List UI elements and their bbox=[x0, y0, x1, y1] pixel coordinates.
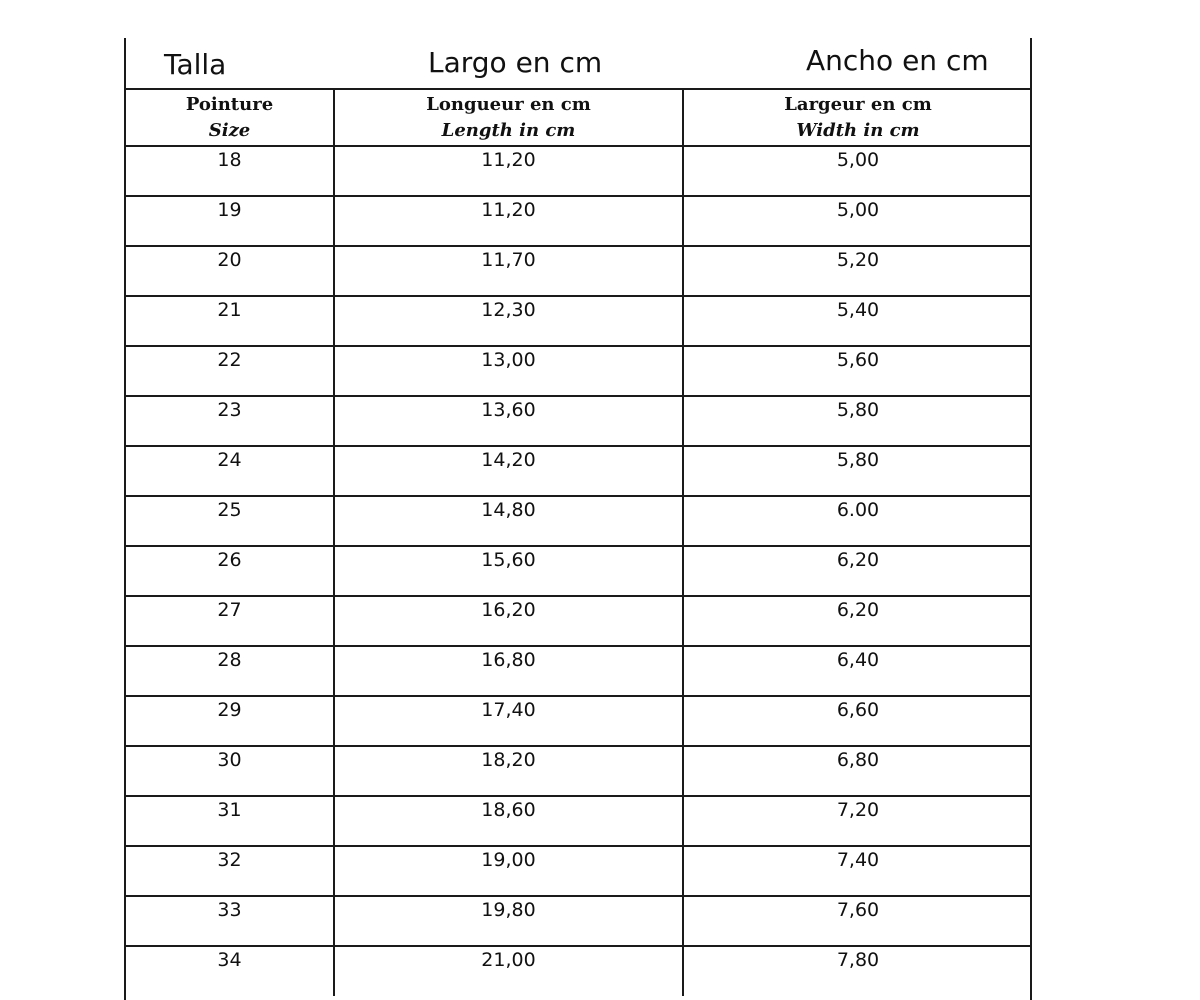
column-header-size bbox=[126, 90, 334, 146]
cell-width: 7,60 bbox=[683, 896, 1032, 946]
table-row bbox=[126, 296, 1032, 346]
cell-length: 18,60 bbox=[334, 796, 683, 846]
cell-size: 34 bbox=[217, 949, 242, 971]
cell-size: 25 bbox=[126, 496, 334, 546]
table-row bbox=[126, 396, 1032, 446]
header-talla: Talla bbox=[164, 48, 227, 81]
cell-length: 18,20 bbox=[334, 746, 683, 796]
cell-size: 21 bbox=[126, 296, 334, 346]
column-header-width bbox=[683, 90, 1032, 146]
table-row bbox=[126, 796, 1032, 846]
table-row bbox=[126, 946, 1032, 996]
cell-length: 16,80 bbox=[334, 646, 683, 696]
cell-length: 15,60 bbox=[334, 546, 683, 596]
table-row bbox=[126, 346, 1032, 396]
table-row bbox=[126, 146, 1032, 196]
cell-size: 23 bbox=[126, 396, 334, 446]
cell-width: 5,20 bbox=[683, 246, 1032, 296]
cell-length: 21,00 bbox=[334, 946, 683, 996]
cell-width: 6,20 bbox=[683, 596, 1032, 646]
cell-length: 11,70 bbox=[334, 246, 683, 296]
cell-length: 11,20 bbox=[334, 146, 683, 196]
cell-width: 6,60 bbox=[683, 696, 1032, 746]
column-header-length bbox=[334, 90, 683, 146]
size-table bbox=[126, 90, 1032, 996]
table-row bbox=[126, 896, 1032, 946]
cell-width: 6,20 bbox=[683, 546, 1032, 596]
cell-length: 13,00 bbox=[334, 346, 683, 396]
table-row bbox=[126, 696, 1032, 746]
table-row bbox=[126, 496, 1032, 546]
table-row bbox=[126, 546, 1032, 596]
header-largo: Largo en cm bbox=[428, 46, 603, 79]
cell-length: 12,30 bbox=[334, 296, 683, 346]
cell-size: 31 bbox=[126, 796, 334, 846]
column-header-length-fr: Longueur en cm bbox=[426, 93, 591, 115]
table-row bbox=[126, 596, 1032, 646]
cell-length: 16,20 bbox=[334, 596, 683, 646]
size-chart bbox=[124, 38, 1032, 1000]
cell-width: 7,80 bbox=[683, 946, 1032, 996]
table-row bbox=[126, 646, 1032, 696]
table-row bbox=[126, 846, 1032, 896]
cell-size: 32 bbox=[126, 846, 334, 896]
cell-length: 11,20 bbox=[334, 196, 683, 246]
cell-length: 14,80 bbox=[334, 496, 683, 546]
column-header-width-fr: Largeur en cm bbox=[784, 93, 932, 115]
cell-width: 5,00 bbox=[683, 196, 1032, 246]
cell-width: 7,40 bbox=[683, 846, 1032, 896]
cell-length: 13,60 bbox=[334, 396, 683, 446]
cell-size: 18 bbox=[126, 146, 334, 196]
column-header-length-en: Length in cm bbox=[441, 119, 576, 141]
cell-width: 5,80 bbox=[683, 396, 1032, 446]
cell-size: 27 bbox=[126, 596, 334, 646]
cell-size: 26 bbox=[126, 546, 334, 596]
cell-size: 30 bbox=[126, 746, 334, 796]
cell-width: 5,60 bbox=[683, 346, 1032, 396]
spanish-header-row bbox=[126, 38, 1030, 90]
cell-width: 6,40 bbox=[683, 646, 1032, 696]
table-row bbox=[126, 196, 1032, 246]
cell-size: 20 bbox=[126, 246, 334, 296]
cell-width: 6,80 bbox=[683, 746, 1032, 796]
column-header-size-fr: Pointure bbox=[185, 93, 274, 115]
cell-size: 29 bbox=[126, 696, 334, 746]
cell-size: 22 bbox=[126, 346, 334, 396]
table-body bbox=[126, 146, 1032, 996]
cell-size: 33 bbox=[126, 896, 334, 946]
cell-length: 14,20 bbox=[334, 446, 683, 496]
table-row bbox=[126, 446, 1032, 496]
cell-size: 19 bbox=[126, 196, 334, 246]
cell-length: 19,80 bbox=[334, 896, 683, 946]
table-header-row bbox=[126, 90, 1032, 146]
cell-width: 5,80 bbox=[683, 446, 1032, 496]
cell-width: 5,40 bbox=[683, 296, 1032, 346]
column-header-size-en: Size bbox=[208, 119, 251, 141]
cell-length: 19,00 bbox=[334, 846, 683, 896]
cell-width: 6.00 bbox=[683, 496, 1032, 546]
cell-length: 17,40 bbox=[334, 696, 683, 746]
cell-size: 24 bbox=[126, 446, 334, 496]
table-row bbox=[126, 246, 1032, 296]
header-ancho: Ancho en cm bbox=[806, 44, 989, 77]
cell-width: 7,20 bbox=[683, 796, 1032, 846]
table-row bbox=[126, 746, 1032, 796]
cell-width: 5,00 bbox=[683, 146, 1032, 196]
cell-size: 28 bbox=[126, 646, 334, 696]
column-header-width-en: Width in cm bbox=[796, 119, 920, 141]
